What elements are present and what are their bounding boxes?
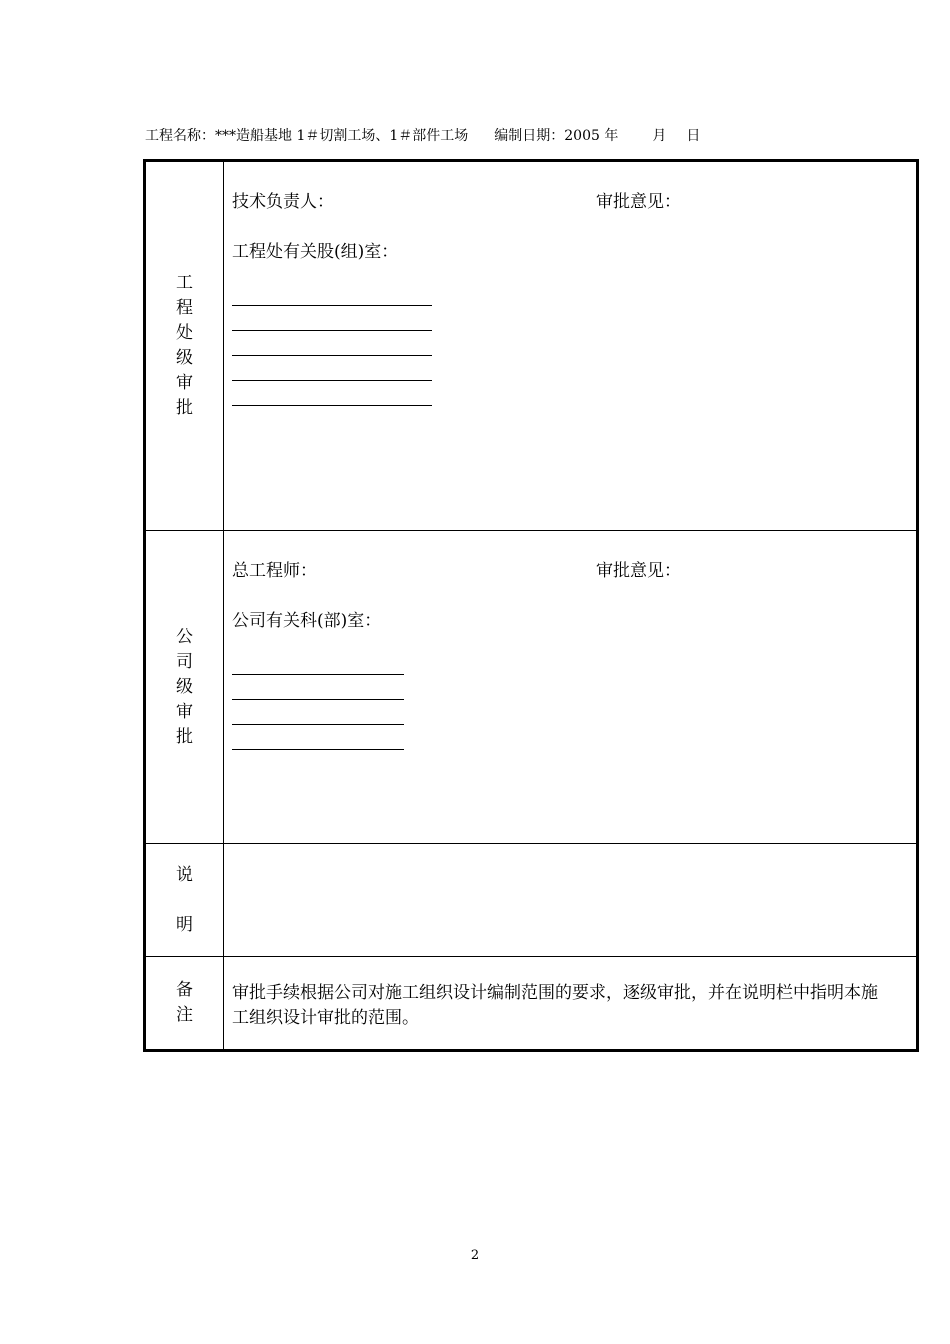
description-label: 说明 xyxy=(176,865,193,935)
signature-line[interactable] xyxy=(232,749,404,750)
approval-opinion-label: 审批意见： xyxy=(596,192,681,212)
date-day: 日 xyxy=(686,128,701,144)
page-number: 2 xyxy=(470,1248,480,1263)
remarks-content-cell xyxy=(224,957,918,1051)
approval-form-table xyxy=(143,159,919,1052)
signature-line[interactable] xyxy=(232,305,432,306)
section-label-cell xyxy=(145,161,224,531)
date-month: 月 xyxy=(652,128,667,144)
section-remarks xyxy=(145,957,918,1051)
approval-opinion-label: 审批意见： xyxy=(596,561,681,581)
description-content-cell[interactable] xyxy=(224,844,918,957)
section-label-cell xyxy=(145,531,224,844)
remarks-text: 审批手续根据公司对施工组织设计编制范围的要求，逐级审批，并在说明栏中指明本施工组织设计审批的范围。 xyxy=(232,983,878,1028)
section-label-cell xyxy=(145,844,224,957)
section-description xyxy=(145,844,918,957)
company-approval-label: 公司级审批 xyxy=(176,626,193,747)
signature-line[interactable] xyxy=(232,699,404,700)
engineering-office-approval-label: 工程处级审批 xyxy=(176,273,193,418)
signature-line[interactable] xyxy=(232,405,432,406)
section-content-cell xyxy=(224,161,918,531)
document-header xyxy=(145,126,700,146)
signature-line[interactable] xyxy=(232,380,432,381)
department-label: 工程处有关股(组)室： xyxy=(232,242,399,262)
project-name-value: ***造船基地 1＃切割工场、1＃部件工场 xyxy=(215,128,469,144)
section-engineering-office-approval xyxy=(145,161,918,531)
date-label: 编制日期： xyxy=(494,128,565,144)
signature-line[interactable] xyxy=(232,674,404,675)
date-year: 2005 年 xyxy=(564,128,619,144)
chief-engineer-label: 总工程师： xyxy=(232,561,317,581)
section-company-approval xyxy=(145,531,918,844)
department-label: 公司有关科(部)室： xyxy=(232,611,382,631)
project-name-label: 工程名称： xyxy=(145,128,215,144)
signature-line[interactable] xyxy=(232,355,432,356)
remarks-label: 备注 xyxy=(176,980,193,1025)
section-label-cell xyxy=(145,957,224,1051)
section-content-cell xyxy=(224,531,918,844)
tech-lead-label: 技术负责人： xyxy=(232,192,334,212)
signature-line[interactable] xyxy=(232,330,432,331)
signature-line[interactable] xyxy=(232,724,404,725)
